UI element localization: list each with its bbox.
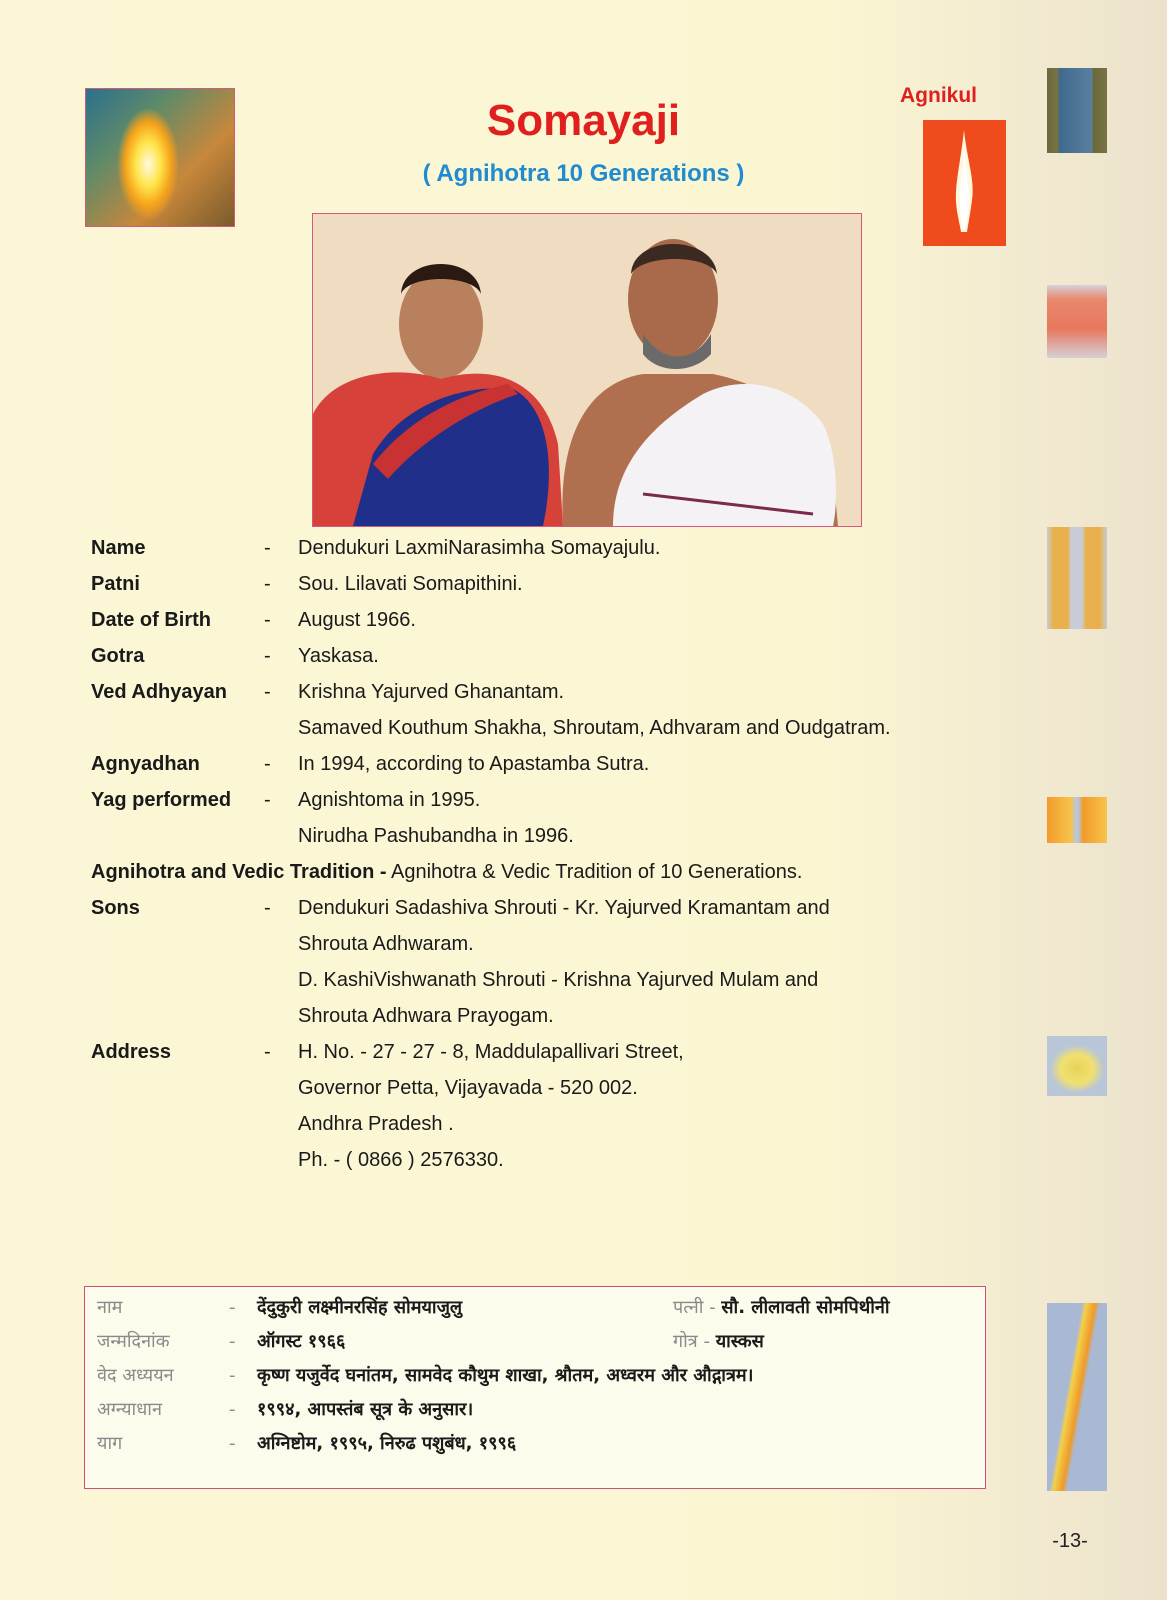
detail-separator: - — [264, 753, 271, 775]
wooden-blocks-image — [1047, 797, 1107, 843]
detail-value: Sou. Lilavati Somapithini. — [298, 573, 523, 595]
hindi-row-gotra — [673, 1325, 764, 1359]
hindi-value: यास्कस — [715, 1331, 764, 1352]
detail-row-name — [91, 530, 1011, 566]
hindi-value: देंदुकुरी लक्ष्मीनरसिंह सोमयाजुलु — [257, 1297, 463, 1318]
stool-image — [1047, 68, 1107, 153]
detail-value: Agnihotra & Vedic Tradition of 10 Generations. — [391, 861, 803, 883]
detail-label: Sons — [91, 897, 140, 919]
hindi-label: वेद अध्ययन — [97, 1365, 174, 1386]
detail-row-patni — [91, 566, 1011, 602]
hindi-value: कृष्ण यजुर्वेद घनांतम, सामवेद कौथुम शाखा, श्रौतम, अध्वरम और औद्गात्रम। — [257, 1365, 754, 1386]
detail-label: Yag performed — [91, 789, 232, 811]
detail-value: Samaved Kouthum Shakha, Shroutam, Adhvaram and Oudgatram. — [298, 717, 891, 739]
hindi-label: पत्नी — [673, 1297, 704, 1318]
detail-row-yag — [91, 782, 1011, 818]
detail-row-phone — [91, 1142, 1011, 1178]
hindi-separator: - — [229, 1433, 236, 1454]
wooden-vessel-image — [1047, 1036, 1107, 1096]
biography-details — [91, 530, 1011, 1178]
wooden-ladle-image — [1047, 1303, 1107, 1491]
detail-value: Ph. - ( 0866 ) 2576330. — [298, 1149, 504, 1171]
detail-row-agnyadhan — [91, 746, 1011, 782]
detail-value: D. KashiVishwanath Shrouti - Krishna Yajurved Mulam and — [298, 969, 819, 991]
detail-value: Governor Petta, Vijayavada - 520 002. — [298, 1077, 638, 1099]
hindi-value: अग्निष्टोम, १९९५, निरुढ पशुबंध, १९९६ — [257, 1433, 517, 1454]
detail-value: In 1994, according to Apastamba Sutra. — [298, 753, 650, 775]
detail-row-address-continued — [91, 1106, 1011, 1142]
detail-separator: - — [264, 609, 271, 631]
detail-label: Gotra — [91, 645, 145, 667]
detail-value: Dendukuri Sadashiva Shrouti - Kr. Yajurved Kramantam and — [298, 897, 830, 919]
hindi-summary-box — [84, 1286, 986, 1489]
flame-icon — [923, 120, 1006, 246]
hindi-label: जन्मदिनांक — [97, 1331, 170, 1352]
detail-row-dob — [91, 602, 1011, 638]
hindi-row-patni — [673, 1291, 890, 1325]
clay-pot-image — [1047, 285, 1107, 358]
detail-label: Name — [91, 537, 146, 559]
hindi-value: ऑगस्ट १९६६ — [257, 1331, 346, 1352]
detail-label: Agnyadhan — [91, 753, 200, 775]
hindi-label: अग्न्याधान — [97, 1399, 162, 1420]
detail-row-address-continued — [91, 1070, 1011, 1106]
wooden-sticks-image — [1047, 527, 1107, 629]
hindi-value: १९९४, आपस्तंब सूत्र के अनुसार। — [257, 1399, 474, 1420]
detail-value: Krishna Yajurved Ghanantam. — [298, 681, 565, 703]
detail-value: Agnishtoma in 1995. — [298, 789, 481, 811]
detail-row-sons-continued — [91, 998, 1011, 1034]
detail-row-sons-continued — [91, 926, 1011, 962]
page-number: -13- — [1052, 1530, 1088, 1552]
hindi-label: नाम — [97, 1297, 123, 1318]
detail-label: Date of Birth — [91, 609, 211, 631]
detail-label: Agnihotra and Vedic Tradition - — [91, 861, 387, 883]
hindi-separator: - — [229, 1399, 236, 1420]
detail-row-address — [91, 1034, 1011, 1070]
detail-separator: - — [264, 681, 271, 703]
detail-value: Yaskasa. — [298, 645, 379, 667]
detail-separator: - — [264, 573, 271, 595]
hindi-separator: - — [703, 1331, 710, 1352]
agnikul-badge-label: Agnikul — [900, 84, 977, 107]
detail-row-sons — [91, 890, 1011, 926]
hindi-separator: - — [229, 1365, 236, 1386]
detail-label: Patni — [91, 573, 140, 595]
hindi-separator: - — [229, 1331, 236, 1352]
detail-row-tradition — [91, 854, 1011, 890]
detail-separator: - — [264, 645, 271, 667]
couple-portrait-photo — [312, 213, 862, 527]
detail-row-yag-continued — [91, 818, 1011, 854]
hindi-separator: - — [709, 1297, 716, 1318]
detail-row-gotra — [91, 638, 1011, 674]
hindi-label: याग — [97, 1433, 123, 1454]
hindi-value: सौ. लीलावती सोमपिथीनी — [721, 1297, 890, 1318]
detail-row-ved — [91, 674, 1011, 710]
page-subtitle: ( Agnihotra 10 Generations ) — [422, 160, 745, 187]
hindi-separator: - — [229, 1297, 236, 1318]
page-title: Somayaji — [486, 96, 681, 145]
detail-separator: - — [264, 537, 271, 559]
detail-value: Nirudha Pashubandha in 1996. — [298, 825, 574, 847]
detail-row-ved-continued — [91, 710, 1011, 746]
detail-value: August 1966. — [298, 609, 416, 631]
detail-value: Dendukuri LaxmiNarasimha Somayajulu. — [298, 537, 661, 559]
detail-value: Shrouta Adhwara Prayogam. — [298, 1005, 554, 1027]
detail-separator: - — [264, 897, 271, 919]
detail-row-sons-continued — [91, 962, 1011, 998]
detail-value: H. No. - 27 - 27 - 8, Maddulapallivari Street, — [298, 1041, 684, 1063]
detail-label: Ved Adhyayan — [91, 681, 227, 703]
detail-value: Shrouta Adhwaram. — [298, 933, 474, 955]
detail-label: Address — [91, 1041, 172, 1063]
detail-separator: - — [264, 1041, 271, 1063]
hindi-label: गोत्र — [673, 1331, 698, 1352]
detail-separator: - — [264, 789, 271, 811]
detail-value: Andhra Pradesh . — [298, 1113, 454, 1135]
